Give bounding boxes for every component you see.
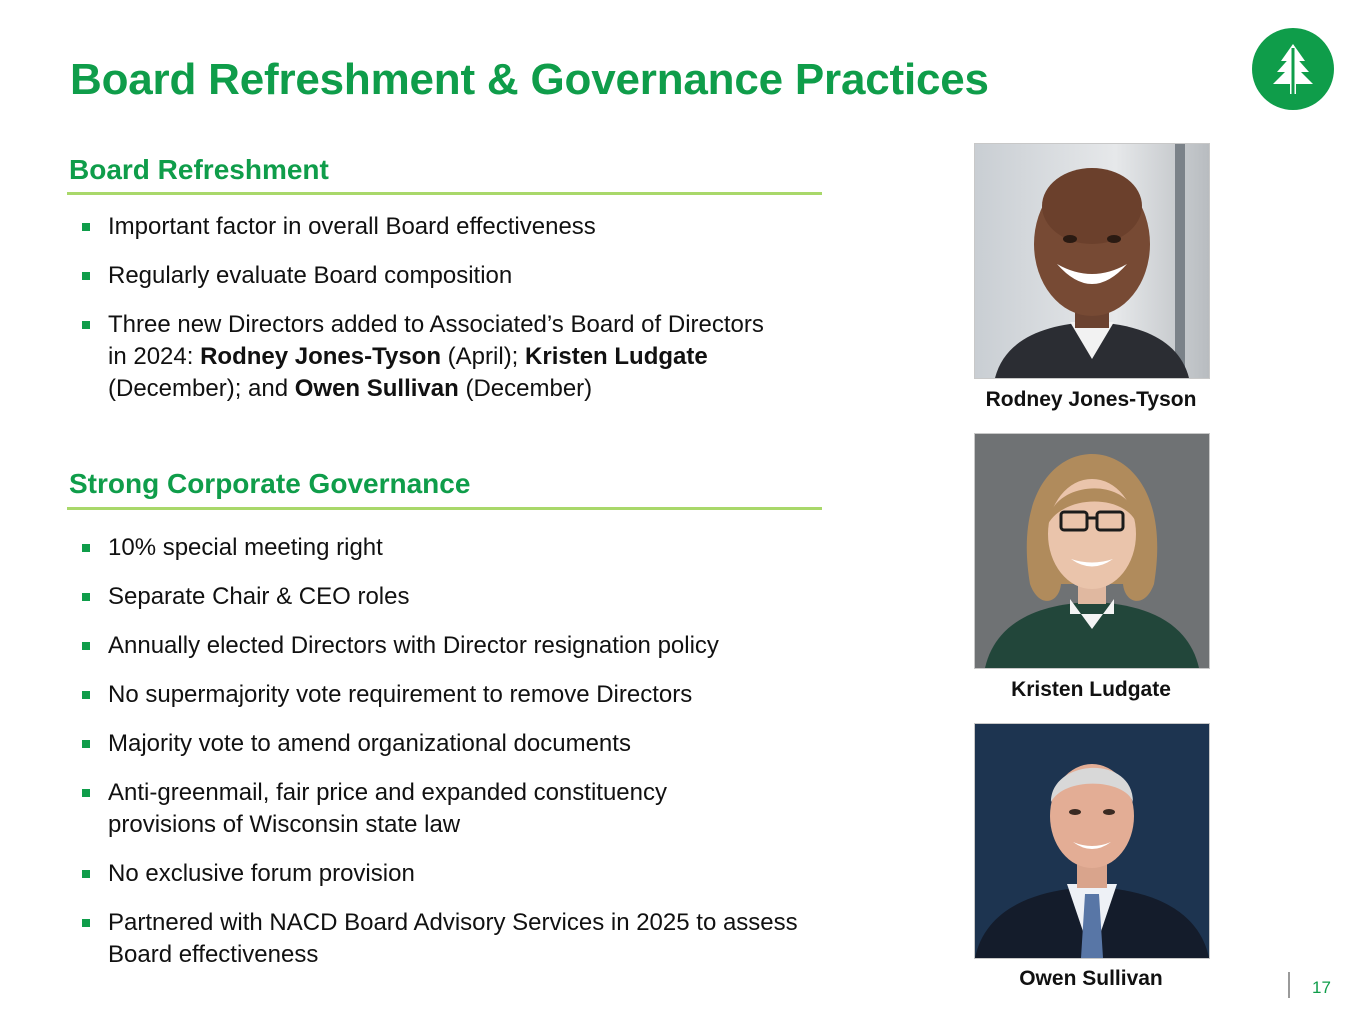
list-item (82, 532, 802, 564)
bullet-square-icon (82, 544, 90, 552)
bullet-text: Partnered with NACD Board Advisory Services in 2025 to assess Board effectiveness (108, 909, 798, 968)
bullet-square-icon (82, 740, 90, 748)
company-logo (1252, 28, 1334, 110)
portrait-image (975, 434, 1209, 668)
bullet-text: Annually elected Directors with Director resignation policy (108, 632, 719, 659)
director-photo-rodney (974, 143, 1210, 379)
list-item (82, 581, 802, 613)
list-item-new-directors (82, 309, 788, 405)
bullet-square-icon (82, 593, 90, 601)
section-heading-governance: Strong Corporate Governance (69, 468, 471, 499)
director-caption: Kristen Ludgate (1011, 678, 1171, 701)
portrait-image (975, 144, 1209, 378)
page-number-divider (1288, 972, 1290, 998)
director-caption: Rodney Jones-Tyson (985, 388, 1197, 411)
board-refreshment-list (82, 211, 802, 405)
bullet-text: Separate Chair & CEO roles (108, 583, 410, 610)
bullet-square-icon (82, 870, 90, 878)
director-photo-owen (974, 723, 1210, 959)
section-divider (67, 507, 822, 510)
bullet-square-icon (82, 223, 90, 231)
page-number: 17 (1312, 978, 1331, 997)
director-name: Owen Sullivan (294, 375, 459, 402)
bullet-text: No exclusive forum provision (108, 860, 415, 887)
bullet-text: (December); and (108, 375, 295, 402)
bullet-square-icon (82, 272, 90, 280)
bullet-square-icon (82, 691, 90, 699)
bullet-text: No supermajority vote requirement to remove Directors (108, 681, 693, 708)
bullet-text: 10% special meeting right (108, 534, 383, 561)
bullet-text: Three new Directors added to Associated’s Board of Directors in 2024: (108, 311, 764, 370)
list-item (82, 211, 802, 243)
governance-list (82, 532, 802, 971)
section-heading-board-refreshment: Board Refreshment (69, 154, 329, 185)
list-item (82, 858, 802, 890)
bullet-text: Majority vote to amend organizational documents (108, 730, 631, 757)
page-title: Board Refreshment & Governance Practices (70, 55, 989, 104)
bullet-text: (December) (458, 375, 593, 402)
list-item (82, 630, 802, 662)
portrait-image (975, 724, 1209, 958)
bullet-text: Important factor in overall Board effectiveness (108, 213, 596, 240)
director-name: Kristen Ludgate (525, 343, 708, 370)
bullet-text: Regularly evaluate Board composition (108, 262, 513, 289)
list-item (82, 728, 802, 760)
bullet-square-icon (82, 789, 90, 797)
bullet-text: Anti-greenmail, fair price and expanded constituency provisions of Wisconsin state law (108, 779, 667, 838)
director-photo-kristen (974, 433, 1210, 669)
bullet-square-icon (82, 642, 90, 650)
tree-logo-icon (1252, 28, 1334, 110)
list-item (82, 679, 802, 711)
bullet-text: (April); (441, 343, 526, 370)
list-item (82, 777, 758, 841)
bullet-square-icon (82, 919, 90, 927)
bullet-square-icon (82, 321, 90, 329)
director-caption: Owen Sullivan (1019, 967, 1163, 990)
list-item (82, 260, 802, 292)
section-divider (67, 192, 822, 195)
director-name: Rodney Jones-Tyson (200, 343, 442, 370)
list-item (82, 907, 808, 971)
